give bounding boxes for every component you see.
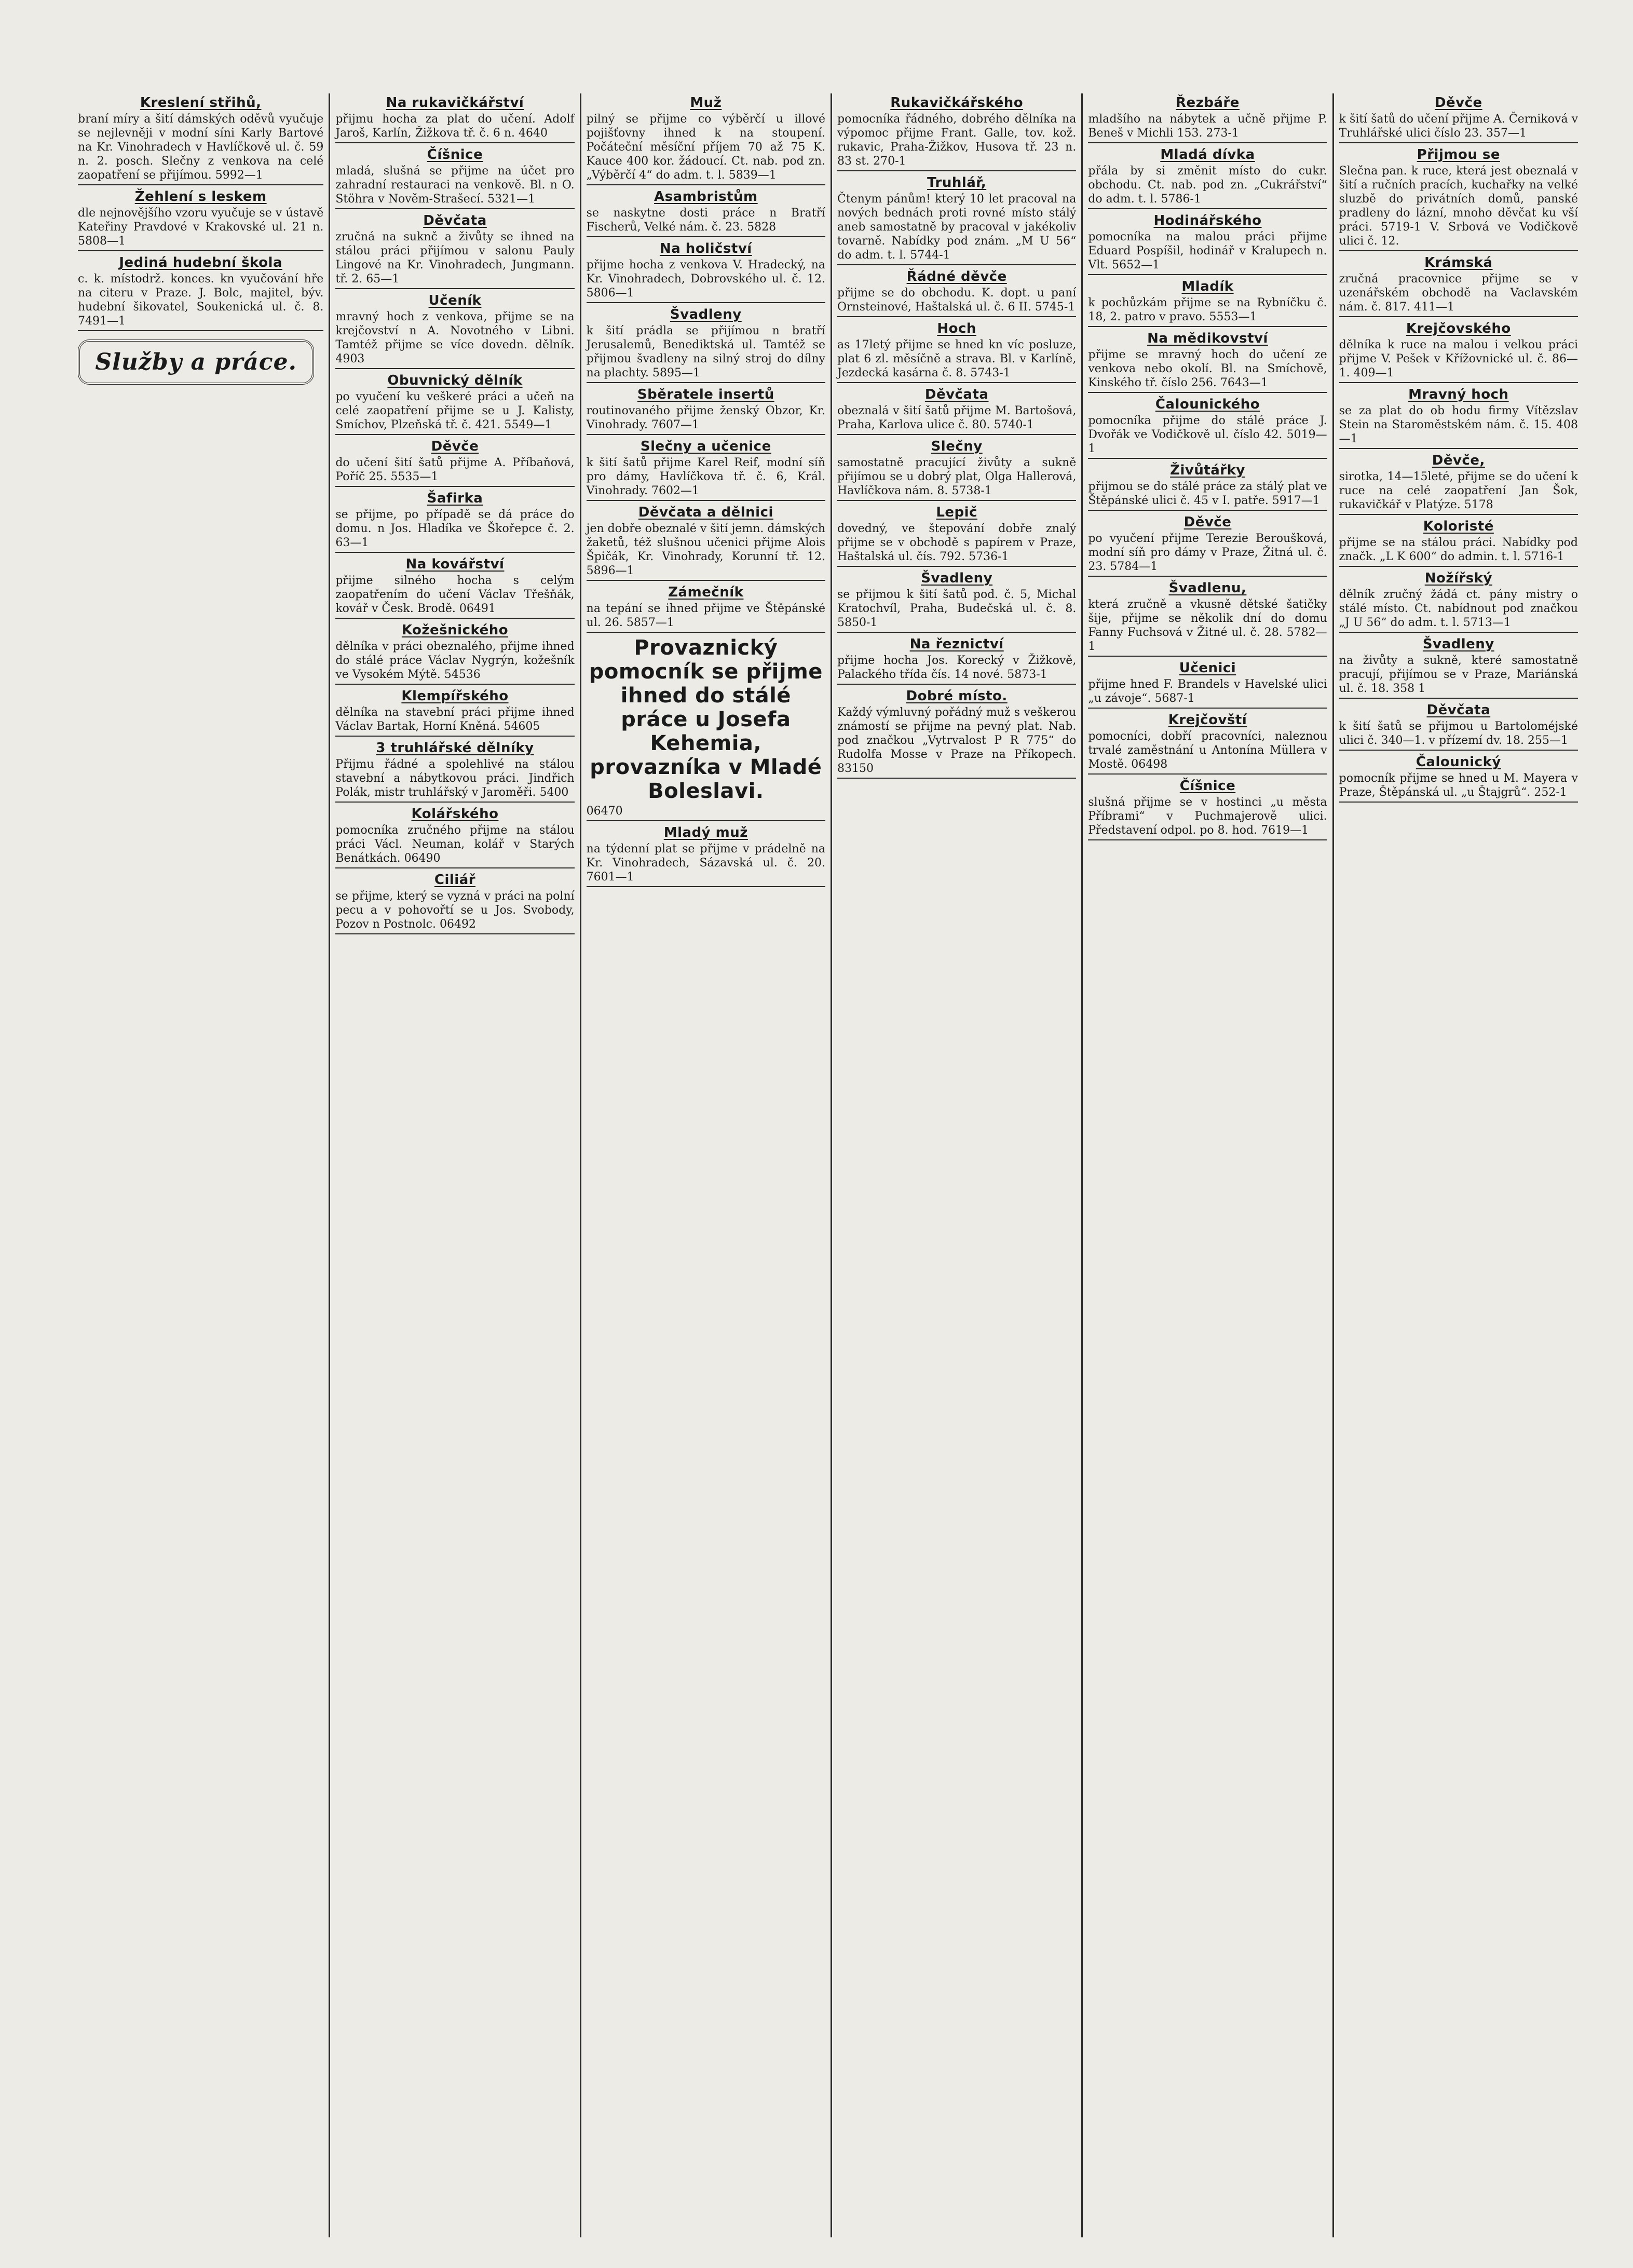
ad-heading: Děvčata (423, 213, 487, 228)
ad-text: Slečna pan. k ruce, která jest obeznalá v šití a ručních pracích, kuchařky na velké sluzbě do privátních domů, panské pradleny do lázní, mnoho děvčat ku vší práci. 5719-1 V. Srbová ve Vodičkově ulici č. 12. (1339, 165, 1578, 248)
ad-heading: Číšnice (1179, 778, 1236, 794)
ad-heading: Dobré místo. (906, 688, 1008, 704)
ad-divider (1339, 250, 1578, 251)
ad-text: sirotka, 14—15leté, přijme se do učení k ruce na celé zaopatření Jan Šok, rukavičkář v Platýze. 5178 (1339, 470, 1578, 511)
classified-ad (1339, 452, 1578, 515)
ad-divider (335, 142, 574, 143)
classified-ad (335, 490, 574, 553)
ad-text: na tepání se ihned přijme ve Štěpánské ul. 26. 5857—1 (586, 602, 825, 629)
classified-ad (1088, 660, 1327, 709)
classified-ad (837, 174, 1076, 265)
ad-heading: Ciliář (434, 872, 476, 888)
ad-divider (837, 382, 1076, 383)
section-title: Služby a práce. (78, 339, 314, 385)
ad-text: mladá, slušná se přijme na účet pro zahradní restauraci na venkově. Bl. n O. Stöhra v Nověm-Strašecí. 5321—1 (335, 165, 575, 206)
classified-ad (587, 240, 825, 303)
ad-heading: Hoch (937, 321, 976, 336)
ad-text: přijme se na stálou práci. Nabídky pod značk. „L K 600“ do admin. t. l. 5716-1 (1339, 536, 1578, 563)
classified-ad (335, 556, 574, 619)
ad-text: k šití prádla se přijímou n bratří Jerusalemů, Benediktská ul. Tamtéž se přijmou švadleny na silný stroj do dílny na plachty. 5895—1 (586, 324, 825, 379)
ad-divider (587, 302, 825, 303)
ad-divider (587, 184, 825, 185)
ad-heading: Na holičství (659, 241, 752, 256)
ad-divider (837, 316, 1076, 317)
ad-text: pomocníci, dobří pracovníci, naleznou trvalé zaměstnání u Antonína Müllera v Mostě. 06498 (1088, 730, 1327, 771)
ad-heading: Krejčovského (1406, 321, 1511, 336)
ad-heading: Na rukavičkářství (386, 95, 524, 111)
ad-divider (1088, 392, 1327, 393)
classified-ad (587, 824, 825, 887)
ad-text: k šití šatů se přijmou u Bartoloméjské ulici č. 340—1. v přízemí dv. 18. 255—1 (1339, 720, 1578, 747)
ad-heading: Šafirka (427, 491, 483, 506)
classified-ad (335, 94, 574, 143)
ad-heading: Na řeznictví (909, 636, 1004, 652)
ad-text: routinovaného přijme ženský Obzor, Kr. Vinohrady. 7607—1 (586, 404, 825, 431)
ad-divider (837, 500, 1076, 501)
classified-ad (335, 740, 574, 803)
classified-ad (837, 438, 1076, 501)
ad-text: dovedný, ve štepování dobře znalý přijme se v obchodě s papírem v Praze, Haštalská ul. čís. 792. 5736-1 (837, 522, 1077, 563)
classified-ad (1339, 386, 1578, 449)
classified-ad (1088, 580, 1327, 657)
ad-divider (1339, 566, 1578, 567)
ad-text: dle nejnovějšího vzoru vyučuje se v ústavě Kateřiny Pravdové v Krakovské ul. 21 n. 5808—1 (78, 207, 324, 248)
classified-ad (1339, 146, 1578, 251)
classified-ad (1339, 702, 1578, 751)
ad-heading: Muž (690, 95, 722, 111)
ad-text: přijme hocha z venkova V. Hradecký, na Kr. Vinohradech, Dobrovského ul. č. 12. 5806—1 (586, 259, 825, 300)
ad-heading: Děvče (1434, 95, 1482, 111)
ad-text: po vyučení ku veškeré práci a učeň na celé zaopatření přijme se u J. Kalisty, Smíchov, Plzeňská tř. č. 421. 5549—1 (335, 390, 575, 431)
classified-ad (837, 94, 1076, 171)
ad-divider (587, 632, 825, 633)
ad-divider (587, 236, 825, 237)
ad-heading: Děvčata a dělnici (638, 505, 773, 520)
ad-text: přijme silného hocha s celým zaopatřením do učení Václav Třešňák, kovář v Česk. Brodě. 06491 (335, 574, 575, 615)
ad-text: přijme se do obchodu. K. dopt. u paní Ornsteinové, Haštalská ul. č. 6 II. 5745-1 (837, 287, 1077, 314)
ad-heading: 3 truhlářské dělníky (376, 740, 534, 756)
ad-heading: Žehlení s leskem (134, 189, 267, 205)
ad-text: zručná na suknč a živůty se ihned na stálou práci přijímou v salonu Pauly Lingové na Kr. Vinohradech, Jungmann. tř. 2. 65—1 (335, 230, 575, 286)
classified-ad (587, 636, 825, 821)
ad-divider (587, 382, 825, 383)
ad-divider (587, 886, 825, 887)
ad-heading: Děvče (431, 439, 479, 454)
ad-divider (78, 250, 323, 251)
ad-text: se přijme, který se vyzná v práci na polní pecu a v pohovořtí se u Jos. Svobody, Pozov n Postnolc. 06492 (335, 890, 575, 931)
classified-ad (335, 212, 574, 289)
ad-text: po vyučení přijme Terezie Beroušková, modní síň pro dámy v Praze, Žitná ul. č. 23. 5784—1 (1088, 532, 1327, 573)
ad-text: Přijmu řádné a spolehlivé na stálou stavební a nábytkovou práci. Jindřich Polák, mistr truhlářský v Jaroměři. 5400 (335, 758, 575, 799)
ad-heading: Mladá dívka (1160, 147, 1255, 162)
ad-heading: Na mědikovství (1147, 331, 1268, 346)
ad-divider (1088, 656, 1327, 657)
ad-heading: Švadlenu, (1168, 580, 1247, 596)
ad-text: přijme se mravný hoch do učení ze venkova nebo okolí. Bl. na Smíchově, Kinského tř. číslo 256. 7643—1 (1088, 348, 1327, 389)
classified-ad (837, 386, 1076, 435)
ad-heading: Čalounický (1416, 754, 1501, 770)
ad-divider (335, 684, 574, 685)
classified-ad (587, 188, 825, 237)
classified-ad (837, 320, 1076, 383)
ad-divider (335, 208, 574, 209)
ad-divider (335, 288, 574, 289)
ad-divider (587, 580, 825, 581)
ad-divider (1088, 326, 1327, 327)
ad-divider (78, 184, 323, 185)
ad-heading: Lepič (936, 505, 977, 520)
ad-heading: Truhlář, (927, 175, 987, 191)
ad-divider (1339, 698, 1578, 699)
ad-text: přijme hned F. Brandels v Havelské ulici „u závoje“. 5687-1 (1088, 678, 1327, 705)
ad-divider (78, 330, 323, 331)
ad-heading: Učenici (1179, 660, 1236, 676)
classified-ad (587, 306, 825, 383)
ad-text: jen dobře obeznalé v šití jemn. dámských žaketů, též slušnou učenici přijme Alois Špičák, Kr. Vinohrady, Korunní tř. 12. 5896—1 (586, 522, 825, 577)
ad-heading: Krejčovští (1168, 712, 1247, 728)
ad-divider (335, 736, 574, 737)
ad-heading: Kolářského (411, 806, 499, 822)
ad-divider (837, 566, 1076, 567)
ad-divider (837, 170, 1076, 171)
ad-heading: Klempířského (401, 688, 509, 704)
ad-heading: Obuvnický dělník (387, 373, 523, 388)
ad-heading: Řezbáře (1176, 95, 1240, 111)
classified-ad (335, 622, 574, 685)
ad-text: na živůty a sukně, které samostatně pracují, přijímou se v Praze, Mariánská ul. č. 18. 358 1 (1339, 654, 1578, 695)
classified-ad (335, 688, 574, 737)
ad-text: pomocníka řádného, dobrého dělníka na výpomoc přijme Frant. Galle, tov. kož. rukavic, Praha-Žižkov, Husova tř. 23 n. 83 st. 270-1 (837, 113, 1077, 168)
ad-text: se naskytne dosti práce n Bratří Fischerů, Velké nám. č. 23. 5828 (586, 207, 825, 234)
ad-divider (587, 500, 825, 501)
ad-heading: Živůtářky (1170, 463, 1245, 478)
ad-heading: Mravný hoch (1408, 387, 1509, 402)
classified-ad (1088, 212, 1327, 275)
ad-heading: Sběratele insertů (637, 387, 774, 402)
ad-divider (335, 867, 574, 868)
ad-text: k šití šatů přijme Karel Reif, modní síň pro dámy, Havlíčkova tř. č. 6, Král. Vinohrady. 7602—1 (586, 456, 825, 497)
classified-ad (1339, 636, 1578, 699)
ad-text: dělníka na stavební práci přijme ihned Václav Bartak, Horní Kněná. 54605 (335, 706, 575, 733)
classified-ad (1088, 396, 1327, 459)
ad-heading: Hodinářského (1153, 213, 1262, 228)
ad-text: se přijmou k šití šatů pod. č. 5, Michal Kratochvíl, Praha, Budečská ul. č. 8. 5850-1 (837, 588, 1077, 629)
ad-divider (1088, 458, 1327, 459)
ad-heading: Kožešnického (401, 622, 509, 638)
classified-ad (78, 94, 323, 185)
classified-ad (837, 268, 1076, 317)
ad-text: dělník zručný žádá ct. pány mistry o stálé místo. Ct. nabídnout pod značkou „J U 56“ do adm. t. l. 5713—1 (1339, 588, 1578, 629)
classified-ad (1088, 514, 1327, 577)
ad-heading: Zámečník (668, 585, 744, 600)
ad-heading: Učeník (428, 293, 482, 308)
ad-heading: Řádné děvče (906, 269, 1007, 284)
ad-text: se za plat do ob hodu firmy Vítězslav Stein na Staroměstském nám. č. 15. 408—1 (1339, 404, 1578, 445)
classified-ad (1088, 94, 1327, 143)
ad-text: as 17letý přijme se hned kn víc posluze, plat 6 zl. měsíčně a strava. Bl. v Karlíně, Jezdecká kasárna č. 8. 5743-1 (837, 338, 1077, 379)
ad-divider (1088, 510, 1327, 511)
ad-heading: Mladý muž (663, 825, 748, 840)
ad-heading: Děvčata (1426, 702, 1491, 718)
ad-text: Čtenym pánům! který 10 let pracoval na nových bednách proti rovné místo stálý aneb samostatně by pracoval v jakékoliv tovarně. Nabídky pod znám. „M U 56“ do adm. t. l. 5744-1 (837, 193, 1077, 262)
newspaper-page (78, 93, 1583, 2237)
ad-divider (1339, 382, 1578, 383)
ad-text: mravný hoch z venkova, přijme se na krejčovství n A. Novotného v Libni. Tamtéž přijme se více dovedn. dělník. 4903 (335, 310, 575, 365)
ad-text: slušná přijme se v hostinci „u města Příbrami“ v Puchmajerově ulici. Představení odpol. po 8. hod. 7619—1 (1088, 796, 1327, 837)
ad-divider (1088, 142, 1327, 143)
ad-heading: Děvče (1183, 514, 1232, 530)
classified-ad (837, 688, 1076, 779)
ad-text: do učení šití šatů přijme A. Příbaňová, Poříč 25. 5535—1 (335, 456, 575, 483)
classified-ad (335, 438, 574, 487)
ad-divider (1339, 514, 1578, 515)
ad-divider (1339, 142, 1578, 143)
ad-text: se přijme, po případě se dá práce do domu. n Jos. Hladíka ve Škořepce č. 2. 63—1 (335, 508, 575, 549)
ad-divider (1339, 802, 1578, 803)
classified-ad (1339, 518, 1578, 567)
ad-text: pilný se přijme co výběrčí u illové pojišťovny ihned k na stoupení. Počáteční měsíční příjem 70 až 75 K. Kauce 400 kor. žádoucí. Ct. nab. pod zn. „Výběrčí 4“ do adm. t. l. 5839—1 (586, 113, 825, 182)
classified-ad (587, 504, 825, 581)
classified-ad (78, 254, 323, 331)
ad-text: která zručně a vkusně dětské šatičky šije, přijme se několik dní do domu Fanny Fuchsová v Žitné ul. č. 28. 5782—1 (1088, 598, 1327, 653)
ad-text: přijme hocha Jos. Korecký v Žižkově, Palackého třída čís. 14 nové. 5873-1 (837, 654, 1077, 681)
ad-divider (335, 618, 574, 619)
ad-text: braní míry a šití dámských oděvů vyučuje se nejlevněji v modní síni Karly Bartové na Kr. Vinohradech v Havlíčkově ul. č. 59 n. 2. posch. Slečny z venkova na celé zaopatření se přijímou. 5992—1 (78, 113, 324, 182)
ad-heading: Kreslení střihů, (140, 95, 262, 111)
classified-ad (1088, 712, 1327, 775)
ad-heading: Slečny (931, 439, 983, 454)
classified-ad (1088, 278, 1327, 327)
ad-divider (1088, 708, 1327, 709)
classified-ad (587, 94, 825, 185)
ad-divider (837, 264, 1076, 265)
ad-text: k pochůzkám přijme se na Rybníčku č. 18, 2. patro v pravo. 5553—1 (1088, 296, 1327, 323)
classified-ad (1088, 330, 1327, 393)
ad-text: pomocník přijme se hned u M. Mayera v Praze, Štěpánská ul. „u Štajgrů“. 252-1 (1339, 772, 1578, 799)
ad-divider (335, 933, 574, 934)
ad-text: mladšího na nábytek a učně přijme P. Beneš v Michli 153. 273-1 (1088, 113, 1327, 140)
classified-ad (1339, 320, 1578, 383)
ad-text: dělníka v práci obeznalého, přijme ihned do stálé práce Václav Nygrýn, kožešník ve Vysokém Mýtě. 54536 (335, 640, 575, 681)
classified-ad (587, 438, 825, 501)
classified-ad (335, 292, 574, 369)
ad-divider (1088, 274, 1327, 275)
ad-text: k šití šatů do učení přijme A. Černiková v Truhlářské ulici číslo 23. 357—1 (1339, 113, 1578, 140)
ad-divider (1339, 448, 1578, 449)
ad-heading: Na kovářství (405, 556, 505, 572)
column-3 (580, 93, 831, 2237)
classified-ad (587, 584, 825, 633)
classified-ad (587, 386, 825, 435)
ad-divider (335, 486, 574, 487)
ad-divider (1088, 576, 1327, 577)
ad-heading: Čalounického (1155, 397, 1260, 412)
classified-ad (1339, 570, 1578, 633)
ad-divider (1339, 750, 1578, 751)
column-6 (1332, 93, 1583, 2237)
ad-text: přijmou se do stálé práce za stálý plat ve Štěpánské ulici č. 45 v I. patře. 5917—1 (1088, 480, 1327, 507)
ad-text: na týdenní plat se přijme v prádelně na Kr. Vinohradech, Sázavská ul. č. 20. 7601—1 (586, 843, 825, 884)
column-5 (1081, 93, 1332, 2237)
ad-heading: Číšnice (427, 147, 483, 162)
ad-text: pomocníka na malou práci přijme Eduard Pospíšil, hodinář v Kralupech n. Vlt. 5652—1 (1088, 230, 1327, 271)
ad-heading: Koloristé (1423, 519, 1494, 534)
column-1 (78, 93, 329, 2237)
ad-heading: Děvčata (924, 387, 989, 402)
ad-divider (335, 552, 574, 553)
classified-ad (335, 872, 574, 934)
ad-divider (837, 434, 1076, 435)
classified-ad (335, 372, 574, 435)
ad-divider (335, 434, 574, 435)
classified-ad (1339, 754, 1578, 803)
ad-text: Každý výmluvný pořádný muž s veškerou známostí se přijme na pevný plat. Nab. pod značkou „Vytrvalost P R 775“ do Rudolfa Mosse v Praze na Příkopech. 83150 (837, 706, 1077, 775)
ad-text: c. k. místodrž. konces. kn vyučování hře na citeru v Praze. J. Bolc, majitel, býv. hudební šikovatel, Soukenická ul. č. 8. 7491—1 (78, 273, 324, 328)
classified-ad (1088, 462, 1327, 511)
ad-divider (587, 434, 825, 435)
ad-text: přála by si změnit místo do cukr. obchodu. Ct. nab. pod zn. „Cukrářství“ do adm. t. l. 5786-1 (1088, 165, 1327, 206)
ad-text: samostatně pracující živůty a sukně přijímou se u dobrý plat, Olga Hallerová, Havlíčkova nám. 8. 5738-1 (837, 456, 1077, 497)
ad-divider (837, 632, 1076, 633)
ad-divider (1088, 839, 1327, 840)
ad-heading: Švadleny (1422, 636, 1494, 652)
column-4 (831, 93, 1081, 2237)
classified-ad (78, 188, 323, 251)
ad-text: dělníka k ruce na malou i velkou práci přijme V. Pešek v Křížovnické ul. č. 86—1. 409—1 (1339, 338, 1578, 379)
ad-text: pomocníka přijme do stálé práce J. Dvořák ve Vodičkově ul. číslo 42. 5019—1 (1088, 414, 1327, 455)
ad-divider (837, 684, 1076, 685)
ad-divider (1339, 632, 1578, 633)
ad-heading: Slečny a učenice (640, 439, 771, 454)
ad-divider (1339, 316, 1578, 317)
ad-text: přijmu hocha za plat do učení. Adolf Jaroš, Karlín, Žižkova tř. č. 6 n. 4640 (335, 113, 575, 140)
ad-text: 06470 (586, 805, 623, 818)
ad-divider (1088, 208, 1327, 209)
classified-ad (1339, 94, 1578, 143)
ad-heading: Krámská (1424, 255, 1493, 270)
ad-heading: Rukavičkářského (890, 95, 1024, 111)
classified-ad (1088, 778, 1327, 840)
ad-divider (587, 820, 825, 821)
ad-heading: Děvče, (1432, 453, 1485, 468)
ad-heading: Švadleny (921, 571, 993, 586)
classified-ad (335, 806, 574, 868)
ad-text: zručná pracovnice přijme se v uzenářském obchodě na Vaclavském nám. č. 817. 411—1 (1339, 273, 1578, 314)
ad-heading: Mladík (1181, 279, 1234, 294)
ad-divider (335, 368, 574, 369)
ad-heading: Asambristům (654, 189, 758, 205)
classified-ad (335, 146, 574, 209)
ad-heading: Jediná hudební škola (119, 255, 282, 270)
column-2 (329, 93, 579, 2237)
ad-divider (1088, 773, 1327, 775)
ad-heading: Švadleny (670, 307, 742, 322)
ad-divider (335, 802, 574, 803)
classified-ad (837, 504, 1076, 567)
ad-heading: Provaznický pomocník se přijme ihned do stálé práce u Josefa Kehemia, provazníka v Mladé Boleslavi. (589, 636, 823, 803)
ad-heading: Přijmou se (1417, 147, 1500, 162)
ad-divider (837, 778, 1076, 779)
classified-ad (837, 570, 1076, 633)
ad-heading: Nožířský (1424, 571, 1492, 586)
classified-ad (1339, 254, 1578, 317)
ad-text: pomocníka zručného přijme na stálou práci Václ. Neuman, kolář v Starých Benátkách. 06490 (335, 824, 575, 865)
classified-ad (837, 636, 1076, 685)
ad-text: obeznalá v šití šatů přijme M. Bartošová, Praha, Karlova ulice č. 80. 5740-1 (837, 404, 1077, 431)
classified-ad (1088, 146, 1327, 209)
